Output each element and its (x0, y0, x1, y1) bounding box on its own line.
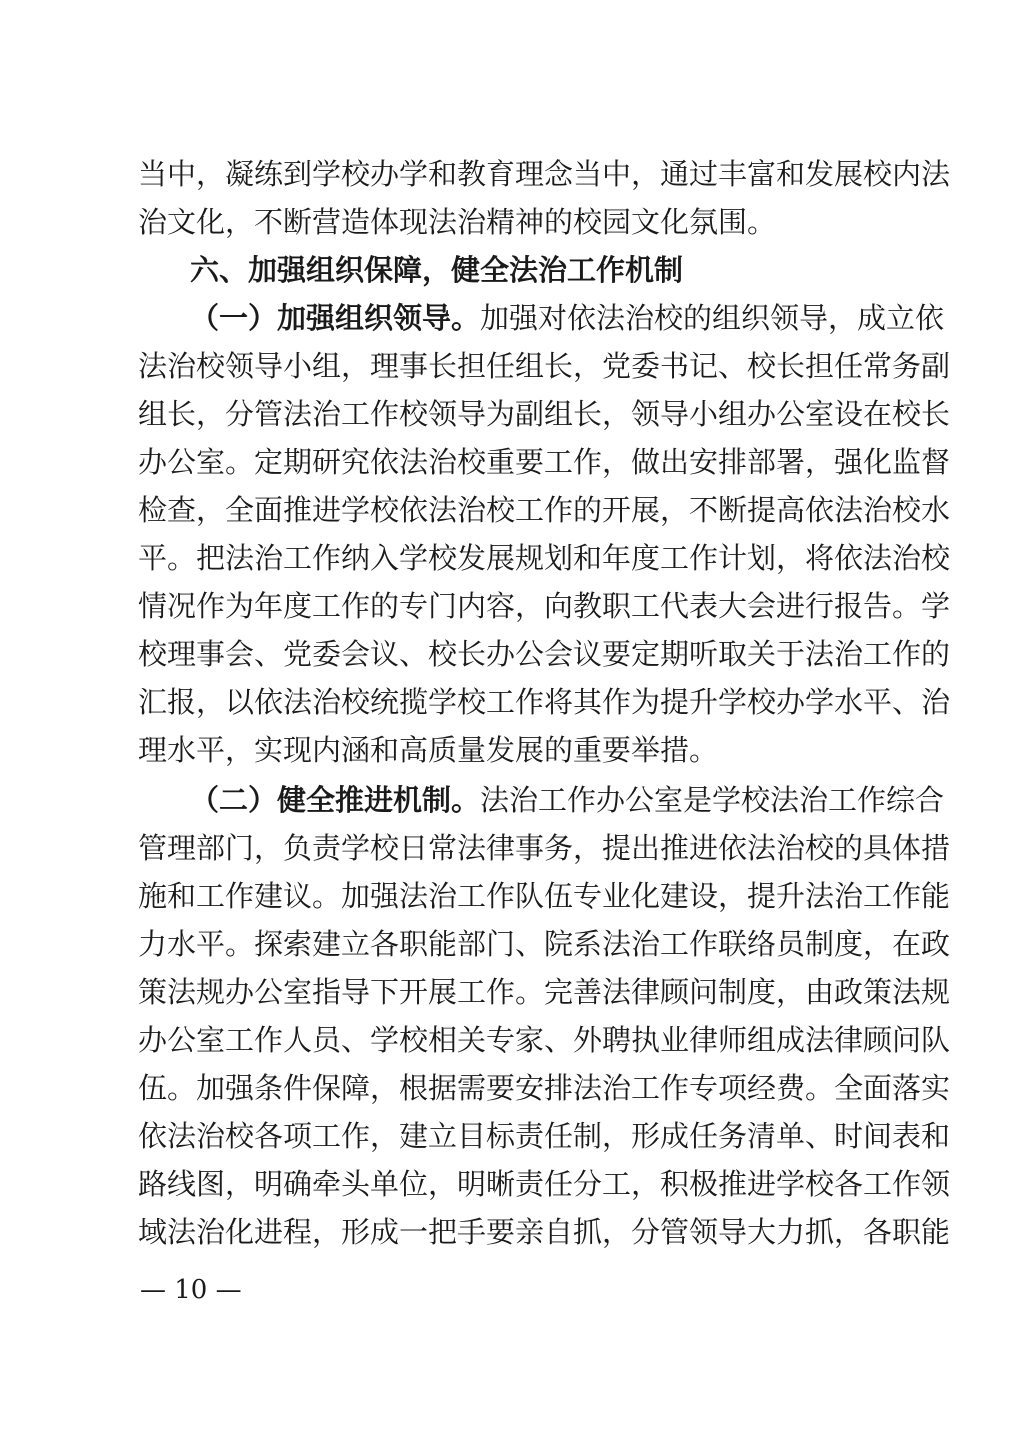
body-line: 办公室工作人员、学校相关专家、外聘执业律师组成法律顾问队 (138, 1023, 951, 1057)
body-line: 管理部门，负责学校日常法律事务，提出推进依法治校的具体措 (138, 831, 951, 865)
subsection-heading: （二）健全推进机制。 (190, 783, 481, 817)
subsection-line (190, 296, 945, 340)
body-line: 域法治化进程，形成一把手要亲自抓，分管领导大力抓，各职能 (138, 1215, 951, 1249)
body-line: 施和工作建议。加强法治工作队伍专业化建设，提升法治工作能 (138, 879, 951, 913)
section-heading: 六、加强组织保障，健全法治工作机制 (190, 253, 684, 287)
body-line: 检查，全面推进学校依法治校工作的开展，不断提高依法治校水 (138, 493, 951, 527)
body-line: 办公室。定期研究依法治校重要工作，做出安排部署，强化监督 (138, 445, 951, 479)
body-line: 力水平。探索建立各职能部门、院系法治工作联络员制度，在政 (138, 927, 951, 961)
body-line: 情况作为年度工作的专门内容，向教职工代表大会进行报告。学 (138, 589, 951, 623)
body-line: 治文化，不断营造体现法治精神的校园文化氛围。 (138, 205, 777, 239)
body-line: 平。把法治工作纳入学校发展规划和年度工作计划，将依法治校 (138, 541, 951, 575)
page-number: — 10 — (140, 1275, 242, 1305)
body-line: 法治校领导小组，理事长担任组长，党委书记、校长担任常务副 (138, 349, 951, 383)
body-line: 汇报，以依法治校统揽学校工作将其作为提升学校办学水平、治 (138, 685, 951, 719)
body-line: 依法治校各项工作，建立目标责任制，形成任务清单、时间表和 (138, 1119, 951, 1153)
subsection-line (190, 778, 945, 822)
body-line: 理水平，实现内涵和高质量发展的重要举措。 (138, 733, 719, 767)
body-line: 当中，凝练到学校办学和教育理念当中，通过丰富和发展校内法 (138, 157, 951, 191)
body-line: 组长，分管法治工作校领导为副组长，领导小组办公室设在校长 (138, 397, 951, 431)
body-text: 法治工作办公室是学校法治工作综合 (480, 783, 945, 817)
body-line: 路线图，明确牵头单位，明晰责任分工，积极推进学校各工作领 (138, 1167, 951, 1201)
body-line: 策法规办公室指导下开展工作。完善法律顾问制度，由政策法规 (138, 975, 951, 1009)
subsection-heading: （一）加强组织领导。 (190, 301, 481, 335)
body-text: 加强对依法治校的组织领导，成立依 (480, 301, 945, 335)
body-line: 校理事会、党委会议、校长办公会议要定期听取关于法治工作的 (138, 637, 951, 671)
body-line: 伍。加强条件保障，根据需要安排法治工作专项经费。全面落实 (138, 1071, 951, 1105)
